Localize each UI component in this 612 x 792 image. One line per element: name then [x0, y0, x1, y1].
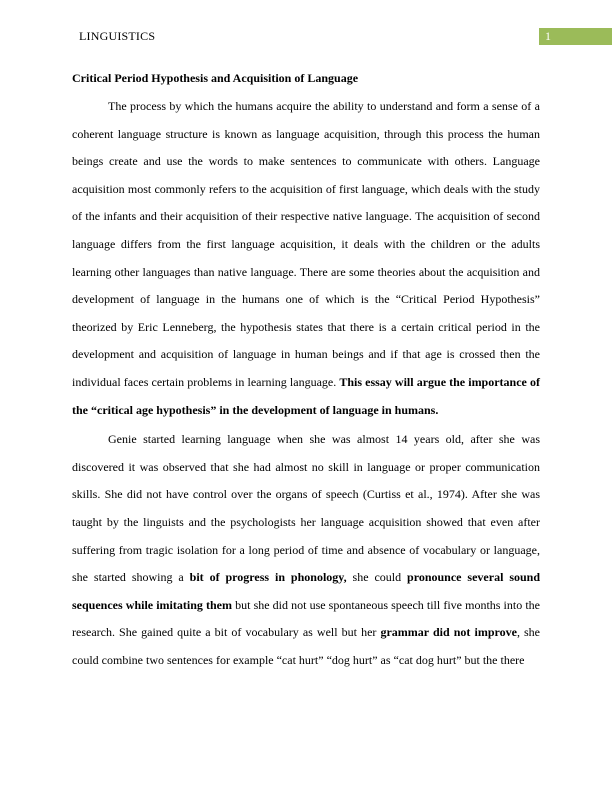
- intro-text: The process by which the humans acquire the ability to understand and form a sense of a coherent language structure is known as language acquisition, through this process the human beings create and use the words to make sentences to communicate with others. Language acquisition most commonly refers to the acquisition of first language, which deals with the study of the infants and their acquisition of their respective native language. The acquisition of second language differs from the first language acquisition, it deals with the children or the adults learning other languages than native language. There are some theories about the acquisition and development of language in the humans one of which is the “Critical Period Hypothesis” theorized by Eric Lenneberg, the hypothesis states that there is a certain critical period in the development and acquisition of language in human beings and if that age is crossed then the individual faces certain problems in learning language.: [72, 99, 540, 389]
- thesis-statement: This essay will argue the importance of the “critical age hypothesis” in the development of language in humans.: [72, 374, 540, 417]
- genie-bold-grammar: grammar did not improve: [380, 625, 517, 640]
- paragraph-genie: [72, 426, 540, 674]
- page-number-badge: 1: [539, 28, 612, 45]
- genie-text-1: Genie started learning language when she was almost 14 years old, after she was discovered it was observed that she had almost no skill in language or proper communication skills. She did not have control over the organs of speech (Curtiss et al., 1974). After she was taught by the linguists and the psychologists her language acquisition showed that even after suffering from tragic isolation for a long period of time and absence of vocabulary or language, she started showing a: [72, 432, 540, 585]
- paragraph-intro: [72, 93, 540, 424]
- genie-text-3: but she did not use spontaneous speech till five months into the research. She gained quite a bit of vocabulary as well but her: [72, 597, 541, 640]
- genie-bold-pronounce: pronounce several sound sequences while imitating them: [72, 570, 541, 612]
- genie-text-4: , she could combine two sentences for example “cat hurt” “dog hurt” as “cat dog hurt” but the there: [72, 625, 541, 667]
- document-body: [72, 70, 540, 676]
- running-head: LINGUISTICS: [79, 29, 156, 43]
- genie-text-2: she could: [352, 570, 402, 585]
- essay-title: Critical Period Hypothesis and Acquisition of Language: [72, 71, 359, 85]
- genie-bold-phonology: bit of progress in phonology,: [189, 570, 347, 585]
